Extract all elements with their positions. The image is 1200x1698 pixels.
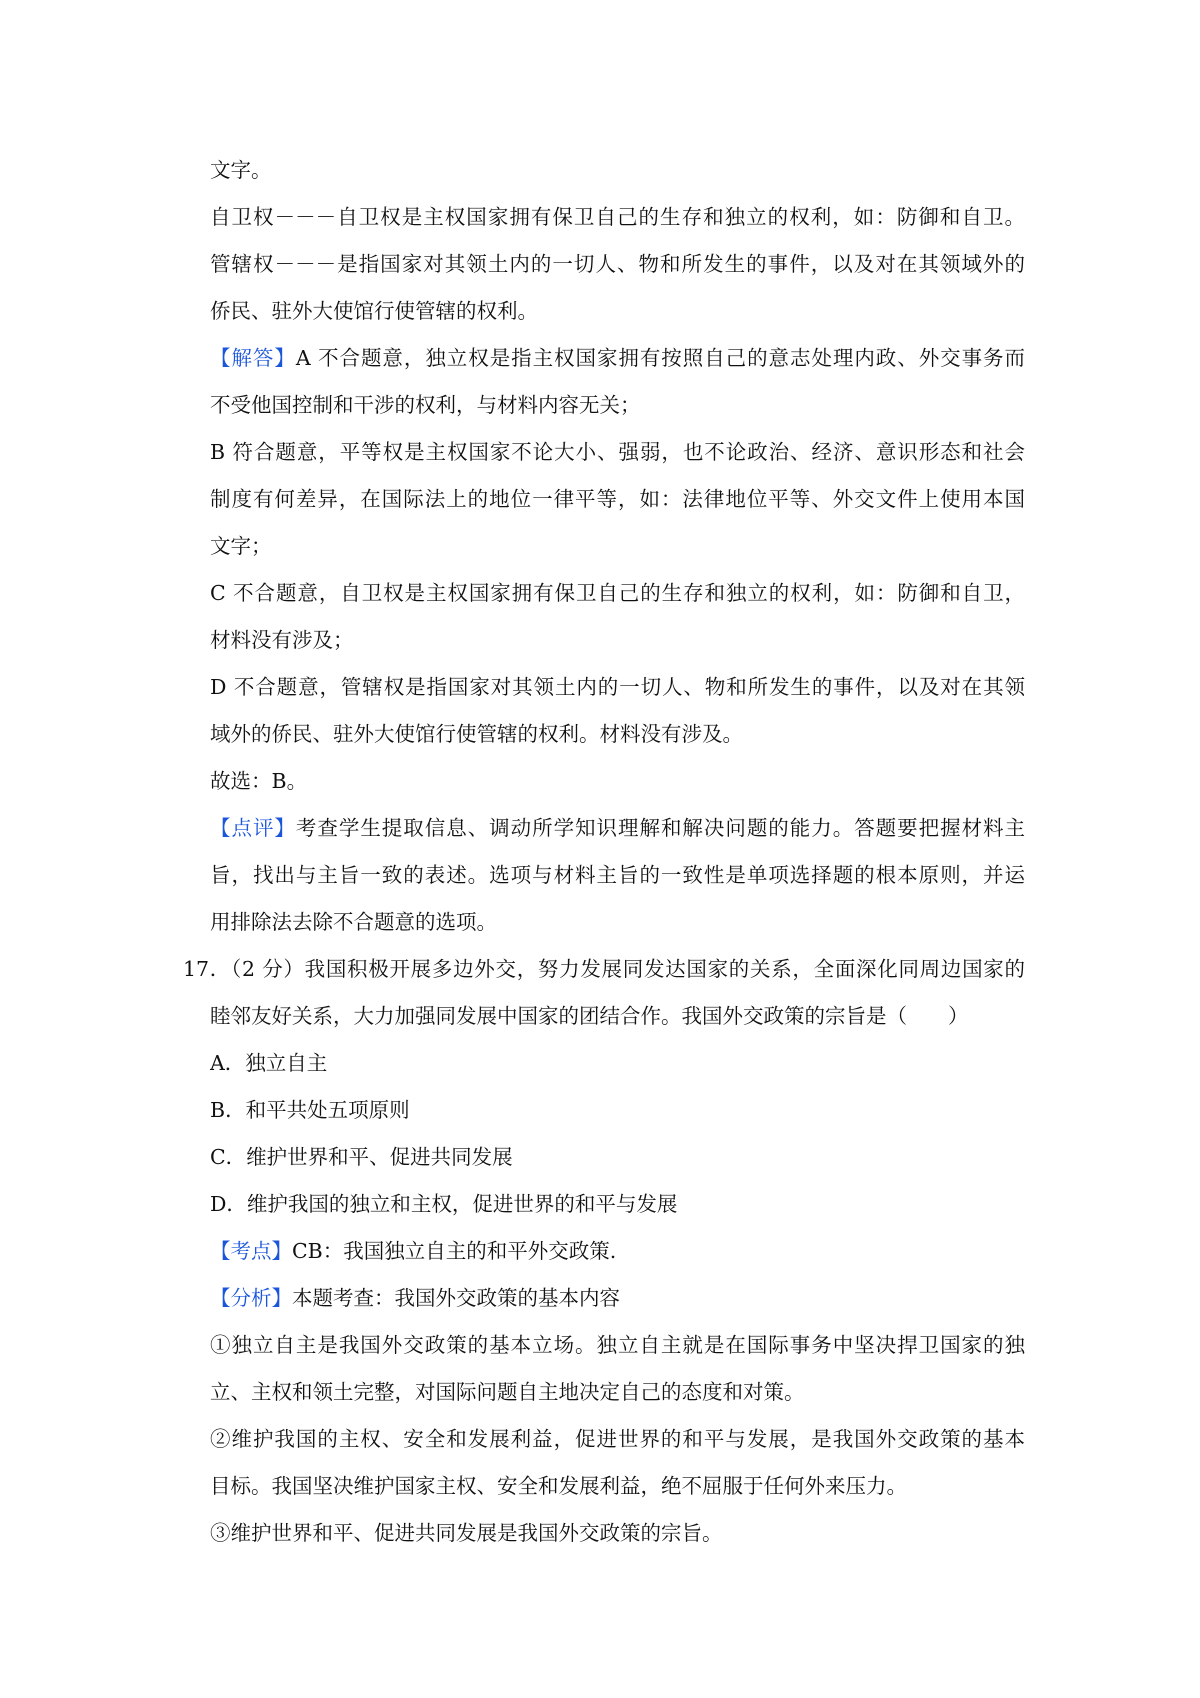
text-line: 文字； (210, 534, 272, 558)
analysis-line: ①独立自主是我国外交政策的基本立场。独立自主就是在国际事务中坚决捍卫国家的独 (210, 1333, 1025, 1357)
option-b: B．和平共处五项原则 (210, 1098, 410, 1122)
fenxi-line (210, 1283, 1025, 1313)
text-line: 侨民、驻外大使馆行使管辖的权利。 (210, 299, 538, 323)
question-17-stem-cont: 睦邻友好关系，大力加强同发展中国家的团结合作。我国外交政策的宗旨是（ ） (210, 1004, 969, 1028)
answer-line (210, 343, 1025, 373)
analysis-line: ②维护我国的主权、安全和发展利益，促进世界的和平与发展，是我国外交政策的基本 (210, 1427, 1025, 1451)
comment-line (210, 813, 1025, 843)
text-line: 域外的侨民、驻外大使馆行使管辖的权利。材料没有涉及。 (210, 722, 743, 746)
question-17-stem: 17．（2 分）我国积极开展多边外交，努力发展同发达国家的关系，全面深化同周边国家的 (183, 957, 1025, 981)
text-line: 文字。 (210, 158, 272, 182)
text-line: 自卫权－－－自卫权是主权国家拥有保卫自己的生存和独立的权利，如：防御和自卫。 (210, 205, 1025, 229)
option-a: A．独立自主 (210, 1051, 328, 1075)
text-line: 用排除法去除不合题意的选项。 (210, 910, 497, 934)
option-c: C．维护世界和平、促进共同发展 (210, 1145, 513, 1169)
analysis-line: 立、主权和领土完整，对国际问题自主地决定自己的态度和对策。 (210, 1380, 805, 1404)
fenxi-tag: 【分析】 (210, 1286, 292, 1310)
text-line: 管辖权－－－是指国家对其领土内的一切人、物和所发生的事件，以及对在其领域外的 (210, 252, 1025, 276)
text-line: 旨，找出与主旨一致的表述。选项与材料主旨的一致性是单项选择题的根本原则，并运 (210, 863, 1025, 887)
text-line: D 不合题意，管辖权是指国家对其领土内的一切人、物和所发生的事件，以及对在其领 (210, 675, 1025, 699)
text-line: 制度有何差异，在国际法上的地位一律平等，如：法律地位平等、外交文件上使用本国 (210, 487, 1025, 511)
option-d: D．维护我国的独立和主权，促进世界的和平与发展 (210, 1192, 678, 1216)
comment-tag: 【点评】 (210, 816, 296, 840)
comment-text: 考查学生提取信息、调动所学知识理解和解决问题的能力。答题要把握材料主 (295, 816, 1025, 840)
text-line: 材料没有涉及； (210, 628, 354, 652)
kaodian-tag: 【考点】 (210, 1239, 292, 1263)
analysis-line: 目标。我国坚决维护国家主权、安全和发展利益，绝不屈服于任何外来压力。 (210, 1474, 907, 1498)
answer-tag: 【解答】 (210, 346, 296, 370)
text-line: 不受他国控制和干涉的权利，与材料内容无关； (210, 393, 641, 417)
text-line: B 符合题意，平等权是主权国家不论大小、强弱，也不论政治、经济、意识形态和社会 (210, 440, 1025, 464)
conclusion-line: 故选：B。 (210, 769, 308, 793)
kaodian-text: CB：我国独立自主的和平外交政策. (292, 1239, 617, 1263)
analysis-line: ③维护世界和平、促进共同发展是我国外交政策的宗旨。 (210, 1521, 723, 1545)
answer-text: A 不合题意，独立权是指主权国家拥有按照自己的意志处理内政、外交事务而 (295, 346, 1025, 370)
text-line: C 不合题意，自卫权是主权国家拥有保卫自己的生存和独立的权利，如：防御和自卫， (210, 581, 1025, 605)
kaodian-line (210, 1236, 1025, 1266)
fenxi-text: 本题考查：我国外交政策的基本内容 (292, 1286, 620, 1310)
